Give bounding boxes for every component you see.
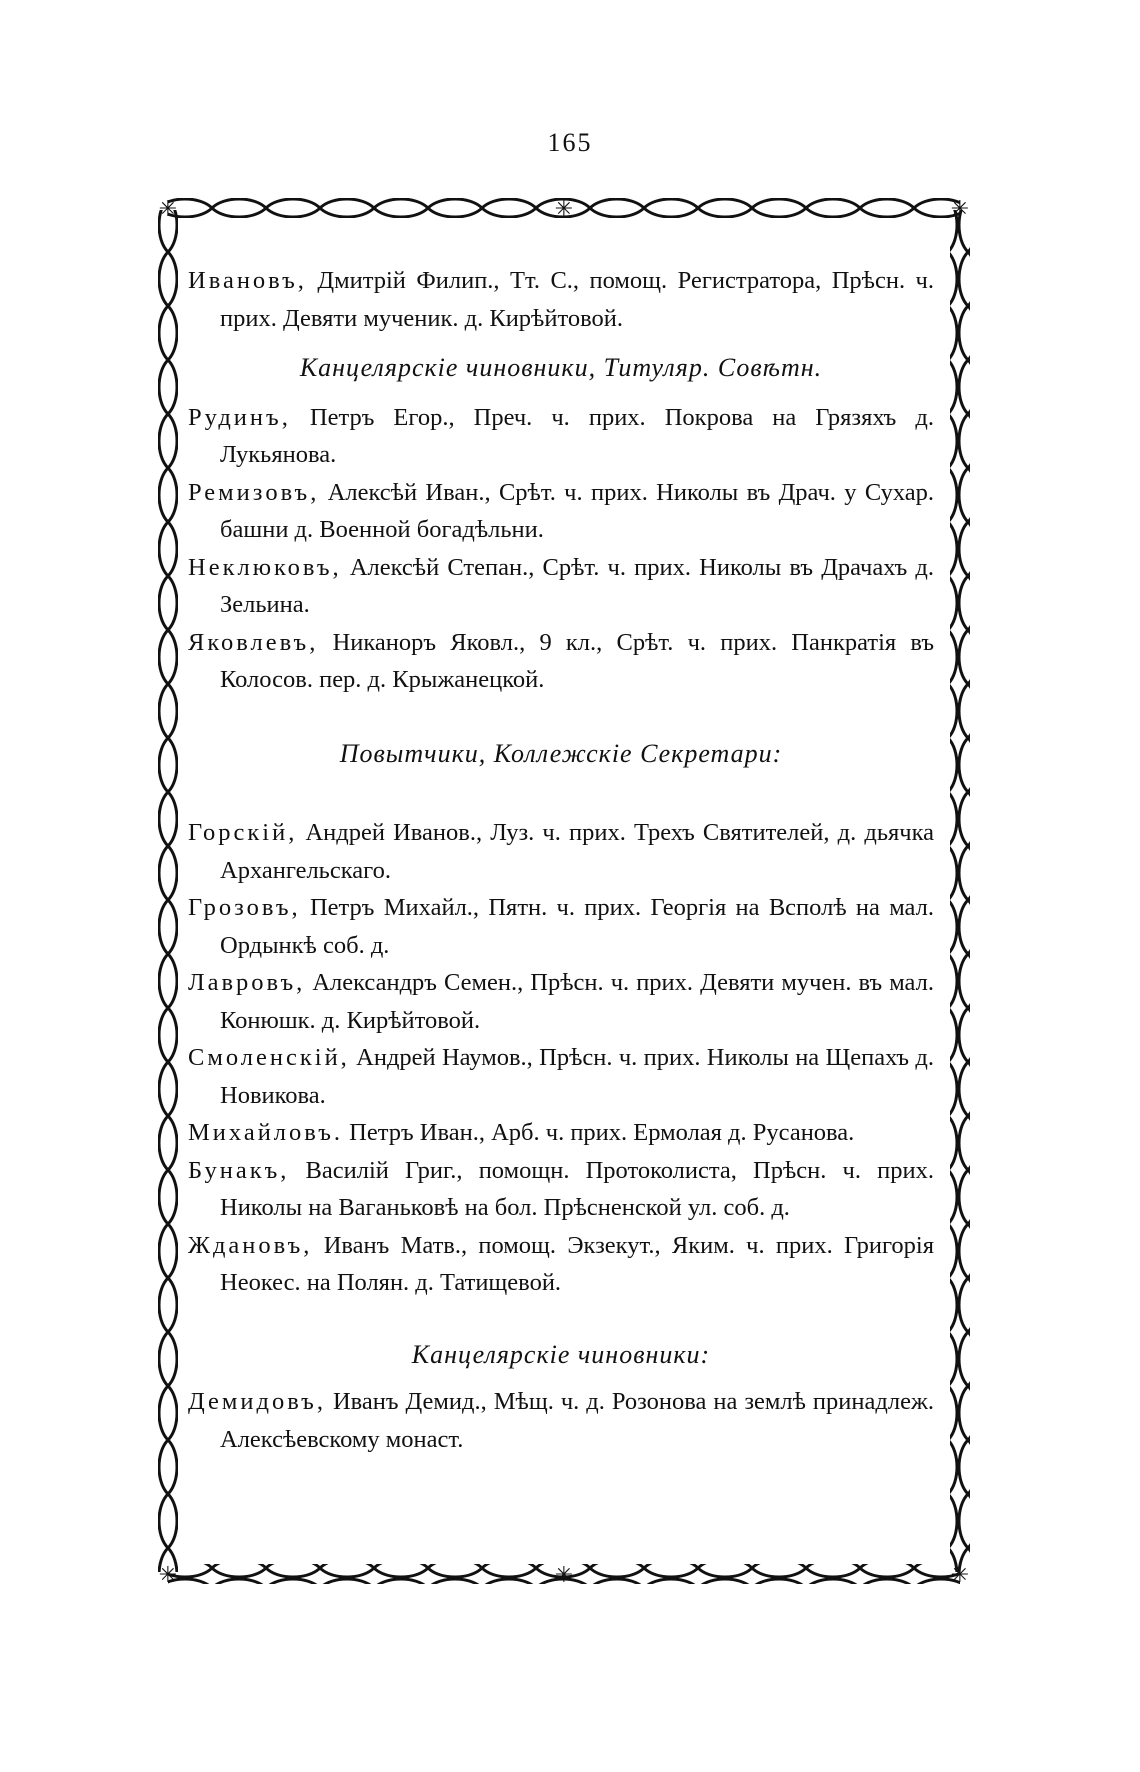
list-item bbox=[188, 1227, 934, 1302]
entry-details: Петръ Иван., Арб. ч. прих. Ермолая д. Русанова. bbox=[343, 1119, 855, 1146]
entry-details: Иванъ Демид., Мѣщ. ч. д. Розонова на землѣ принадлеж. Алексѣевскому монаст. bbox=[220, 1388, 934, 1453]
list-item bbox=[188, 624, 934, 699]
list-item bbox=[188, 1383, 934, 1458]
section-heading: Повытчики, Коллежскiе Секретари: bbox=[339, 738, 783, 768]
list-item bbox=[188, 549, 934, 624]
svg-text:✳: ✳ bbox=[158, 1563, 178, 1584]
entry-surname: Ремизовъ, bbox=[188, 478, 320, 506]
list-item bbox=[188, 814, 934, 889]
section-heading: Канцелярскiе чиновники: bbox=[411, 1339, 711, 1369]
entry-surname: Горскiй, bbox=[188, 819, 298, 846]
page-content bbox=[188, 262, 934, 1458]
entry-surname: Неклюковъ, bbox=[188, 553, 342, 581]
page-number: 165 bbox=[547, 128, 593, 157]
entry-details: Иванъ Матв., помощ. Экзекут., Яким. ч. прих. Григорiя Неокес. на Полян. д. Татищевой. bbox=[220, 1231, 934, 1296]
list-item bbox=[188, 1114, 934, 1152]
entry-details: Алексѣй Иван., Срѣт. ч. прих. Николы въ Драч. у Сухар. башни д. Военной богадѣльни. bbox=[220, 478, 934, 543]
section-clerks-secretaries bbox=[188, 735, 934, 1302]
list-item bbox=[188, 1039, 934, 1114]
entry-details: Алексѣй Степан., Срѣт. ч. прих. Николы въ Драчахъ д. Зельина. bbox=[220, 553, 934, 618]
list-item bbox=[188, 399, 934, 474]
svg-text:✳: ✳ bbox=[554, 198, 574, 222]
section-heading: Канцелярскiе чиновники, Титуляр. Совѣтн. bbox=[299, 353, 823, 382]
entry-details: Василiй Григ., помощн. Протоколиста, Прѣсн. ч. прих. Николы на Ваганьковѣ на бол. Прѣсненской ул. соб. д. bbox=[220, 1156, 934, 1221]
entry-details: Никаноръ Яковл., 9 кл., Срѣт. ч. прих. Панкратiя въ Колосов. пер. д. Крыжанецкой. bbox=[220, 628, 934, 693]
entry-surname: Яковлевъ, bbox=[188, 628, 319, 656]
section-chancery-officials-titular bbox=[188, 349, 934, 699]
svg-text:✳: ✳ bbox=[158, 198, 178, 222]
section-intro bbox=[188, 262, 934, 337]
entry-details: Андрей Наумов., Прѣсн. ч. прих. Николы на Щепахъ д. Новикова. bbox=[220, 1044, 934, 1109]
list-item bbox=[188, 474, 934, 549]
entry-surname: Демидовъ, bbox=[188, 1388, 326, 1415]
list-item bbox=[188, 1152, 934, 1227]
entry-details: Андрей Иванов., Луз. ч. прих. Трехъ Святителей, д. дьячка Архангельскаго. bbox=[220, 819, 934, 884]
svg-text:✳: ✳ bbox=[950, 1563, 970, 1584]
svg-text:✳: ✳ bbox=[950, 198, 970, 222]
entry-details: Петръ Егор., Преч. ч. прих. Покрова на Грязяхъ д. Лукьянова. bbox=[220, 403, 934, 468]
entry-surname: Смоленскiй, bbox=[188, 1044, 350, 1071]
entry-surname: Михайловъ. bbox=[188, 1119, 344, 1146]
entry-surname: Лавровъ, bbox=[188, 969, 306, 996]
section-chancery-officials bbox=[188, 1336, 934, 1459]
entry-surname: Ждановъ, bbox=[188, 1231, 313, 1259]
entry-surname: Ивановъ, bbox=[188, 267, 307, 294]
entry-details: Дмитрiй Филип., Тт. С., помощ. Регистратора, Прѣсн. ч. прих. Девяти мученик. д. Кирѣйтовой. bbox=[220, 267, 934, 332]
entry-details: Александръ Семен., Прѣсн. ч. прих. Девяти мучен. въ мал. Конюшк. д. Кирѣйтовой. bbox=[220, 969, 934, 1034]
entry-details: Петръ Михайл., Пятн. ч. прих. Георгiя на Всполѣ на мал. Ордынкѣ соб. д. bbox=[220, 894, 934, 959]
entry-surname: Грозовъ, bbox=[188, 894, 301, 921]
list-item bbox=[188, 889, 934, 964]
list-item bbox=[188, 262, 934, 337]
entry-surname: Рудинъ, bbox=[188, 403, 291, 431]
svg-text:✳: ✳ bbox=[554, 1563, 574, 1584]
list-item bbox=[188, 964, 934, 1039]
entry-surname: Бунакъ, bbox=[188, 1156, 290, 1184]
